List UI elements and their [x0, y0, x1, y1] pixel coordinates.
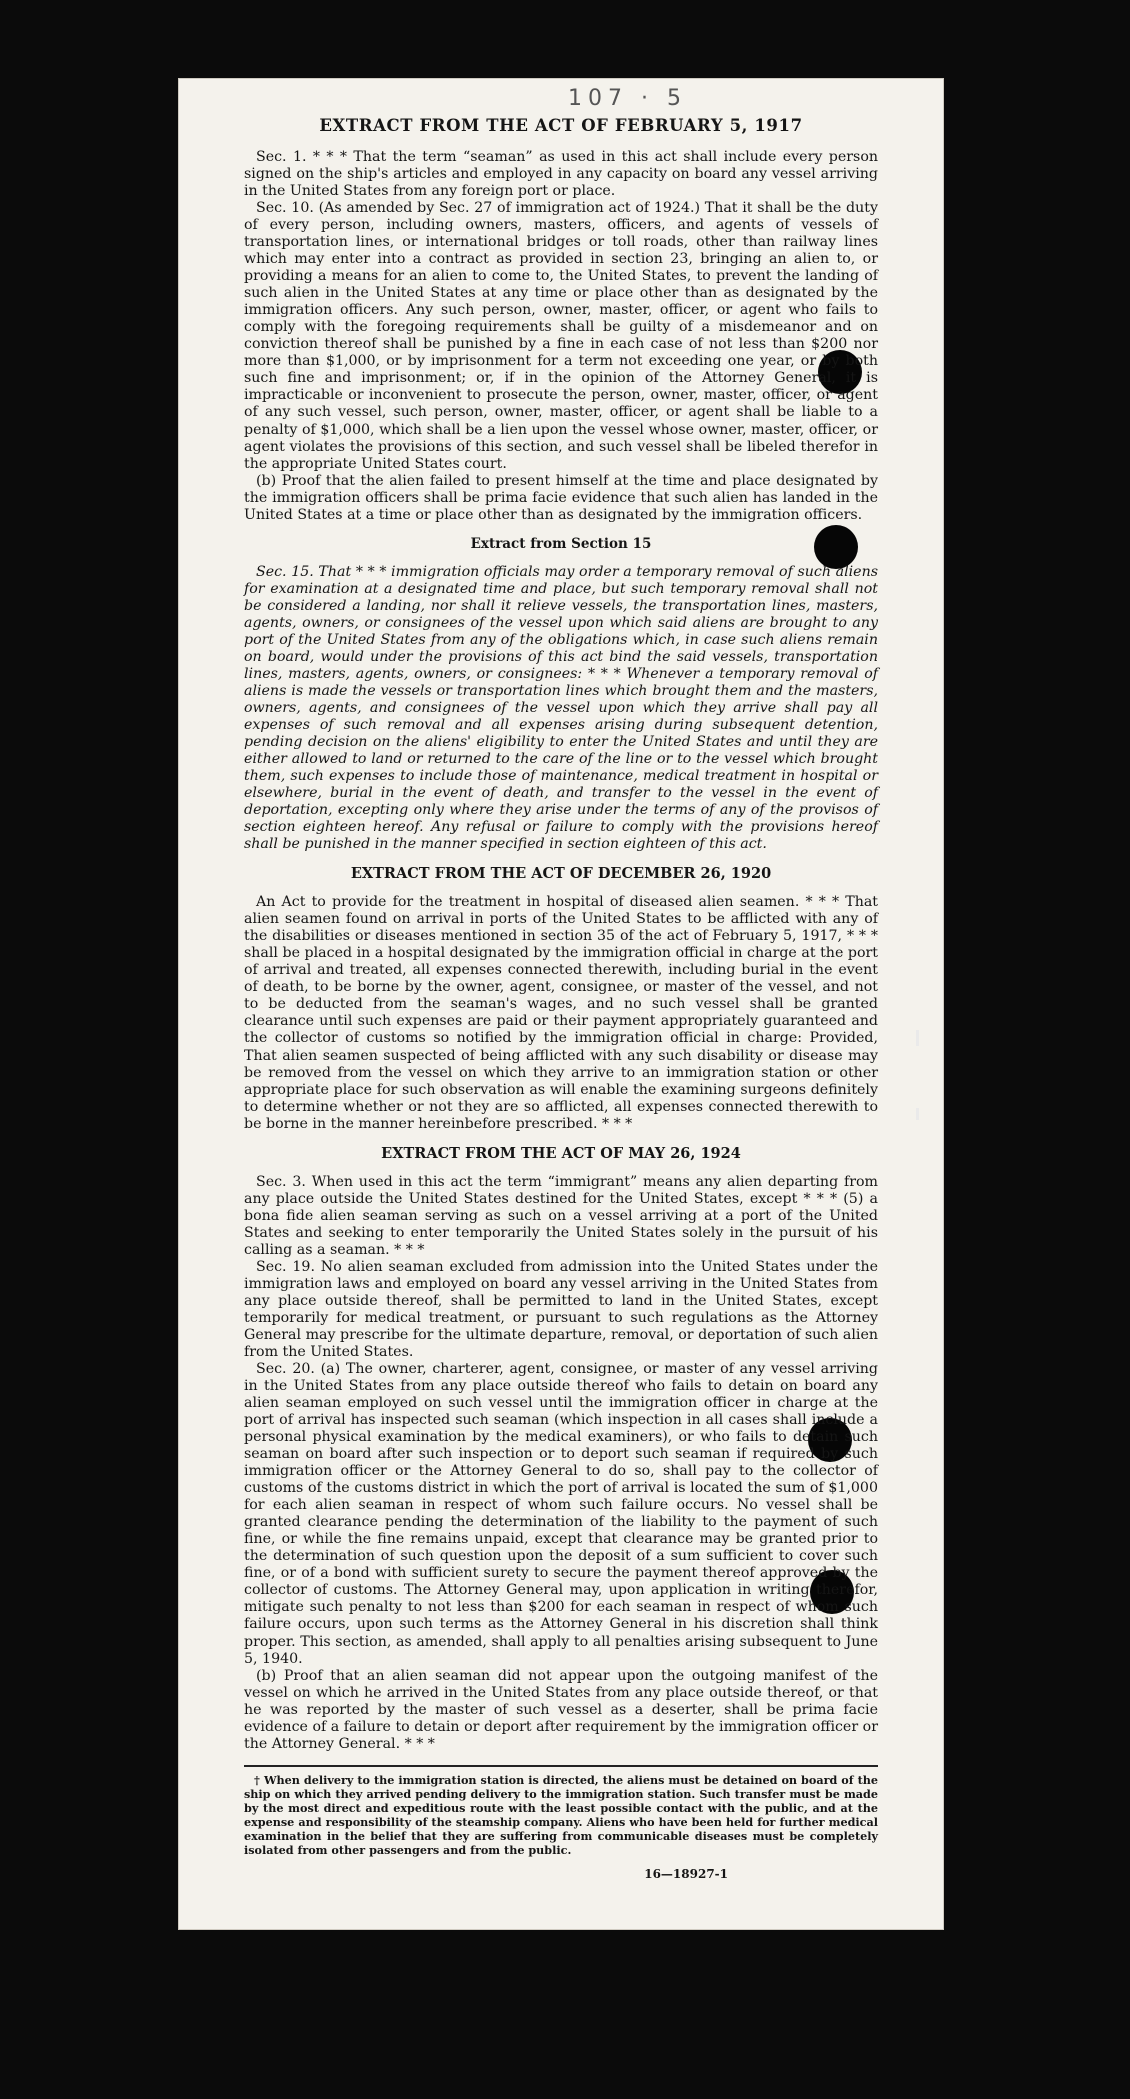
paragraph: (b) Proof that an alien seaman did not appear upon the outgoing manifest of the vessel on which he arrived in the United States from any place outside thereof, or that he was reported by the master of such vessel as a deserter, shall be prima facie evidence of a failure to detain or deport after requirement by the immigration officer or the Attorney General. * * * — [244, 1667, 878, 1752]
heading-act-1924: EXTRACT FROM THE ACT OF MAY 26, 1924 — [381, 1144, 741, 1162]
paragraph: (b) Proof that the alien failed to present himself at the time and place designated by the immigration officers shall be prima facie evidence that such alien has landed in the United States at a time or place other than as designated by the immigration officers. — [244, 472, 878, 523]
paragraph: Sec. 1. * * * That the term “seaman” as used in this act shall include every person signed on the ship's articles and employed in any capacity on board any vessel arriving in the United States from any foreign port or place. — [244, 149, 878, 200]
heading-act-1920: EXTRACT FROM THE ACT OF DECEMBER 26, 1920 — [350, 865, 772, 883]
divider — [244, 1765, 878, 1767]
form-number: 16—18927-1 — [644, 1866, 728, 1881]
paragraph: Sec. 15. That * * * immigration officials may order a temporary removal of such aliens for examination at a designated time and place, but such temporary removal shall not be considered a landing, nor shall it relieve vessels, the transportation lines, masters, agents, owners, or consignees of the vessel upon which said aliens are brought to any port of the United States from any of the obligations which, in case such aliens remain on board, would under the provisions of this act bind the said vessels, transportation lines, masters, agents, owners, or consignees: * * * Whenever a temporary removal of aliens is made the vessels or transportation lines which brought them and the masters, owners, agents, and consignees of the vessel upon which they arrive shall pay all expenses of such removal and all expenses arising during subsequent detention, pending decision on the aliens' eligibility to enter the United States and until they are either allowed to land or returned to the care of the line or to the vessel which brought them, such expenses to include those of maintenance, medical treatment in hospital or elsewhere, burial in the event of death, and transfer to the vessel in the event of deportation, excepting only where they arise under the terms of any of the provisos of section eighteen hereof. Any refusal or failure to comply with the provisions hereof shall be punished in the manner specified in section eighteen of this act. — [244, 563, 878, 853]
heading-section-15: Extract from Section 15 — [470, 535, 652, 552]
paragraph: Sec. 3. When used in this act the term “immigrant” means any alien departing from any place outside the United States destined for the United States, except * * * (5) a bona fide alien seaman serving as such on a vessel arriving at a port of the United States and seeking to enter temporarily the United States solely in the pursuit of his calling as a seaman. * * * — [244, 1173, 878, 1258]
document-body — [244, 116, 878, 1881]
heading-act-1917: EXTRACT FROM THE ACT OF FEBRUARY 5, 1917 — [319, 116, 803, 135]
paragraph: An Act to provide for the treatment in hospital of diseased alien seamen. * * * That alien seamen found on arrival in ports of the United States to be afflicted with any of the disabilities or diseases mentioned in section 35 of the act of February 5, 1917, * * * shall be placed in a hospital designated by the immigration official in charge at the port of arrival and treated, all expenses connected therewith, including burial in the event of death, to be borne by the owner, agent, consignee, or master of the vessel, and not to be deducted from the seaman's wages, and no such vessel shall be granted clearance until such expenses are paid or their payment appropriately guaranteed and the collector of customs so notified by the immigration official in charge: Provided, That alien seamen suspected of being afflicted with any such disability or disease may be removed from the vessel on which they arrive to an immigration station or other appropriate place for such observation as will enable the examining surgeons definitely to determine whether or not they are so afflicted, all expenses connected therewith to be borne in the manner hereinbefore prescribed. * * * — [244, 894, 878, 1132]
scan-mark — [916, 1108, 919, 1120]
paragraph: Sec. 20. (a) The owner, charterer, agent, consignee, or master of any vessel arriving in the United States from any place outside thereof who fails to detain on board any alien seaman employed on such vessel until the immigration officer in charge at the port of arrival has inspected such seaman (which inspection in all cases shall include a personal physical examination by the medical examiners), or who fails to detain such seaman on board after such inspection or to deport such seaman if required by such immigration officer or the Attorney General to do so, shall pay to the collector of customs of the customs district in which the port of arrival is located the sum of $1,000 for each alien seaman in respect of whom such failure occurs. No vessel shall be granted clearance pending the determination of the liability to the payment of such fine, or while the fine remains unpaid, except that clearance may be granted prior to the determination of such question upon the deposit of a sum sufficient to cover such fine, or of a bond with sufficient surety to secure the payment thereof approved by the collector of customs. The Attorney General may, upon application in writing therefor, mitigate such penalty to not less than $200 for each seaman in respect of whom such failure occurs, upon such terms as the Attorney General in his discretion shall think proper. This section, as amended, shall apply to all penalties arising subsequent to June 5, 1940. — [244, 1361, 878, 1667]
paragraph: Sec. 10. (As amended by Sec. 27 of immigration act of 1924.) That it shall be the duty of every person, including owners, masters, officers, and agents of vessels of transportation lines, or international bridges or toll roads, other than railway lines which may enter into a contract as provided in section 23, bringing an alien to, or providing a means for an alien to come to, the United States, to prevent the landing of such alien in the United States at any time or place other than as designated by the immigration officers. Any such person, owner, master, officer, or agent who fails to comply with the foregoing requirements shall be guilty of a misdemeanor and on conviction thereof shall be punished by a fine in each case of not less than $200 nor more than $1,000, or by imprisonment for a term not exceeding one year, or by both such fine and imprisonment; or, if in the opinion of the Attorney General, it is impracticable or inconvenient to prosecute the person, owner, master, officer, or agent of any such vessel, such person, owner, master, officer, or agent shall be liable to a penalty of $1,000, which shall be a lien upon the vessel whose owner, master, officer, or agent violates the provisions of this section, and such vessel shall be libeled therefor in the appropriate United States court. — [244, 200, 878, 472]
scan-mark — [916, 1030, 919, 1046]
paragraph: Sec. 19. No alien seaman excluded from admission into the United States under the immigration laws and employed on board any vessel arriving in the United States from any place outside thereof, shall be permitted to land in the United States, except temporarily for medical treatment, or pursuant to such regulations as the Attorney General may prescribe for the ultimate departure, removal, or deportation of such alien from the United States. — [244, 1258, 878, 1360]
handwritten-note: 107 · 5 — [568, 86, 687, 111]
footnote: † When delivery to the immigration station is directed, the aliens must be detained on board of the ship on which they arrived pending delivery to the immigration station. Such transfer must be made by the most direct and expeditious route with the least possible contact with the public, and at the expense and responsibility of the steamship company. Aliens who have been held for further medical examination in the belief that they are suffering from communicable diseases must be completely isolated from other passengers and from the public. — [244, 1772, 878, 1857]
document-page — [178, 78, 944, 1930]
